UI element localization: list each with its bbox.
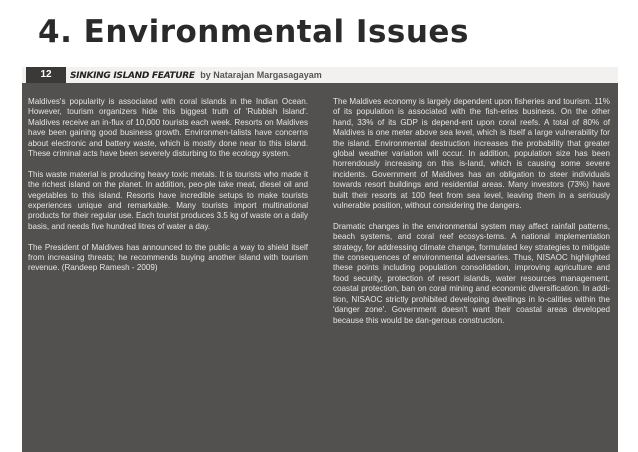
paragraph: The President of Maldives has announced to the public a way to shield itself from increasing threats; he recommends buying another island with tourism revenue. (Randeep Ramesh - 2009) bbox=[28, 242, 308, 273]
feature-line bbox=[70, 67, 322, 83]
paragraph: This waste material is producing heavy toxic metals. It is tourists who made it the richest island on the planet. In addition, peo-ple take meat, diesel oil and vegetables to this island. Resorts have incredible setups to make tourists experiences unique and remarkable. Many tourists import multinational products for their regular use. Each tourist produces 3.5 kg of waste on a daily basis, and needs five hundred litres of water a day. bbox=[28, 169, 308, 231]
feature-header bbox=[22, 67, 618, 83]
right-column bbox=[333, 97, 610, 336]
author-byline: by Natarajan Margasagayam bbox=[200, 70, 322, 80]
document-page bbox=[22, 67, 618, 452]
page-number: 12 bbox=[26, 67, 66, 83]
feature-brand: SINKING ISLAND FEATURE bbox=[70, 71, 195, 81]
paragraph: Maldives's popularity is associated with coral islands in the Indian Ocean. However, tourism organizers hide this biggest truth of 'Rubbish Island'. Maldives receive an in-flux of 10,000 tourists each week. Resorts on Maldives have been gaining good business growth. Environmen-talists have concerns about electronic and battery waste, which is mostly done near to this island. These criminal acts have been severely disturbing to the ecology system. bbox=[28, 97, 308, 159]
paragraph: The Maldives economy is largely dependent upon fisheries and tourism. 11% of its population is associated with the fish-eries business. On the other hand, 33% of its GDP is depend-ent upon coral reefs. A total of 80% of Maldives is one meter above sea level, which is itself a large vulnerability for the island. Environmental destruction increases the probability that greater global weather variation will occur. In addition, population size has been horrendously increasing on this is-land, which is causing some severe incidents. Government of Maldives has an obligation to steer individuals towards resort buildings and residential areas. Many investors (73%) have built their resorts at 100 feet from sea level, leaving them in a seriously vulnerable position, without considering the dangers. bbox=[333, 97, 610, 211]
paragraph: Dramatic changes in the environmental system may affect rainfall patterns, beach systems, and coral reef ecosys-tems. A national implementation strategy, for addressing climate change, formulated key strategies to mitigate the consequences of environmental adversaries. Thus, NISAOC highlighted these points including population consolidation, improving agriculture and food security, protection of resort islands, water resources management, coastal protection, ban on coral mining and economic diversification. In addi-tion, NISAOC strictly prohibited developing dwellings in lo-calities within the 'danger zone'. Government doesn't want their coastal areas developed because this would be dan-gerous construction. bbox=[333, 221, 610, 325]
left-column bbox=[28, 97, 308, 284]
slide-title: 4. Environmental Issues bbox=[38, 14, 469, 50]
